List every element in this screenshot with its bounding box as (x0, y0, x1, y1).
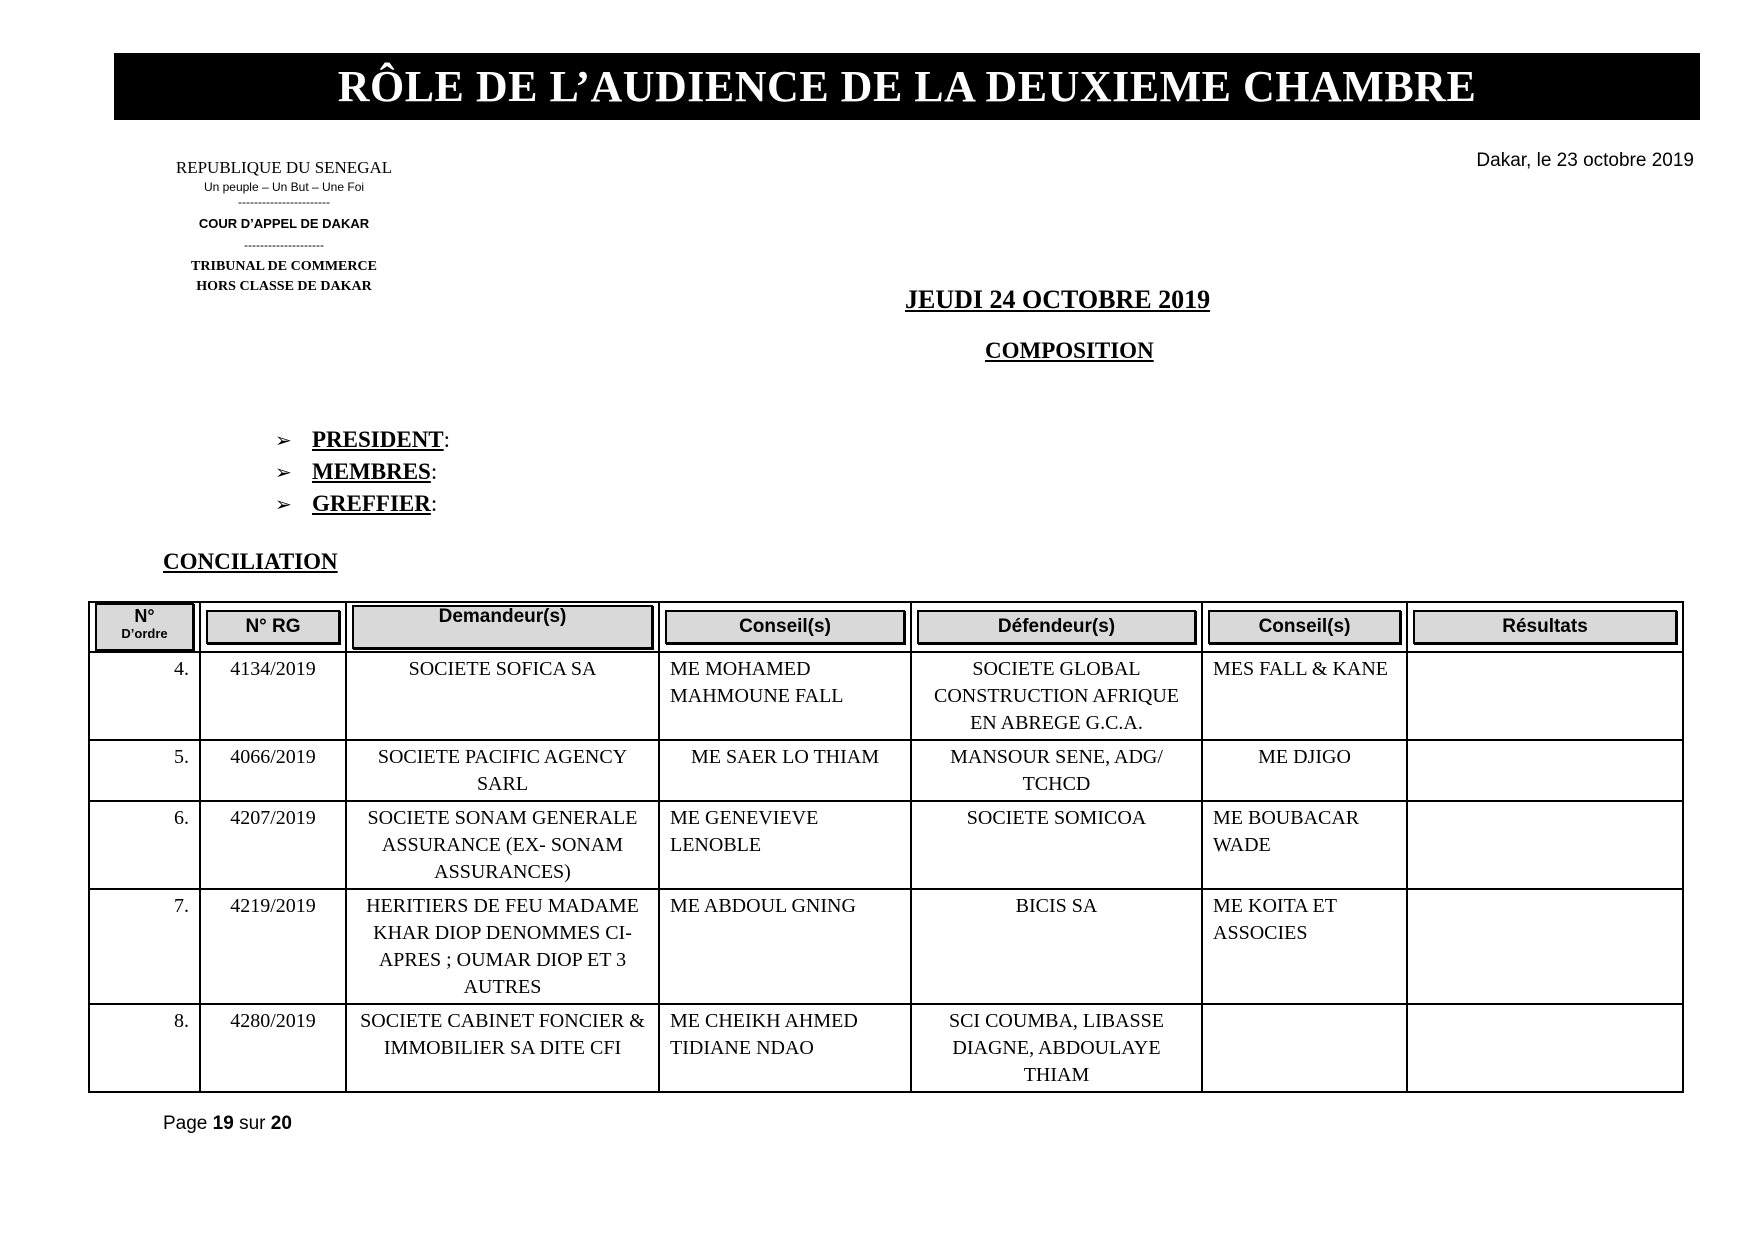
composition-title: COMPOSITION (985, 338, 1154, 363)
header-box: Résultats (1413, 610, 1677, 644)
cell-plaintiff-counsel: ME GENEVIEVE LENOBLE (659, 801, 911, 889)
table-header-row (89, 602, 1683, 652)
header-box: Conseil(s) (665, 610, 905, 644)
composition-label: PRESIDENT (312, 427, 444, 452)
page-number (163, 1113, 292, 1135)
cell-plaintiff: SOCIETE CABINET FONCIER & IMMOBILIER SA DITE CFI (346, 1004, 659, 1092)
issuer-court: COUR D’APPEL DE DAKAR (198, 216, 370, 231)
page-current: 19 (212, 1113, 234, 1134)
cell-rg: 4207/2019 (200, 801, 346, 889)
cell-defendant-counsel: ME DJIGO (1202, 740, 1407, 801)
table-row (89, 1004, 1683, 1092)
header-order (89, 602, 200, 652)
header-order-line-1: N° (134, 606, 155, 626)
cell-result (1407, 652, 1683, 740)
issuer-tribunal-line-1: TRIBUNAL DE COMMERCE (191, 259, 377, 274)
table-row (89, 740, 1683, 801)
issuer-separator: -------------------- (244, 238, 324, 252)
cell-defendant-counsel: MES FALL & KANE (1202, 652, 1407, 740)
header-box: Demandeur(s) (352, 605, 653, 649)
header-order-line-2: D’ordre (121, 626, 168, 641)
issuer-tribunal (150, 257, 418, 297)
cell-plaintiff: HERITIERS DE FEU MADAME KHAR DIOP DENOMMES CI-APRES ; OUMAR DIOP ET 3 AUTRES (346, 889, 659, 1004)
table-row (89, 652, 1683, 740)
cell-plaintiff-counsel: ME ABDOUL GNING (659, 889, 911, 1004)
cell-plaintiff-counsel: ME SAER LO THIAM (659, 740, 911, 801)
cell-order: 8. (89, 1004, 200, 1092)
cell-defendant-counsel: ME BOUBACAR WADE (1202, 801, 1407, 889)
header-box: Conseil(s) (1208, 610, 1401, 644)
hearing-roll-table (88, 601, 1684, 1093)
cell-plaintiff: SOCIETE PACIFIC AGENCY SARL (346, 740, 659, 801)
composition-list (275, 424, 450, 520)
cell-defendant: BICIS SA (911, 889, 1202, 1004)
cell-result (1407, 801, 1683, 889)
cell-order: 7. (89, 889, 200, 1004)
header-results (1407, 602, 1683, 652)
section-title: CONCILIATION (163, 549, 338, 574)
page-prefix: Page (163, 1113, 213, 1134)
cell-rg: 4066/2019 (200, 740, 346, 801)
cell-defendant: SCI COUMBA, LIBASSE DIAGNE, ABDOULAYE THIAM (911, 1004, 1202, 1092)
arrow-bullet-icon: ➢ (275, 460, 292, 484)
issuer-motto: Un peuple – Un But – Une Foi (203, 180, 365, 194)
arrow-bullet-icon: ➢ (275, 492, 292, 516)
composition-item-greffier (275, 488, 450, 520)
cell-defendant: SOCIETE SOMICOA (911, 801, 1202, 889)
issuer-tribunal-line-2: HORS CLASSE DE DAKAR (196, 279, 372, 294)
cell-plaintiff: SOCIETE SOFICA SA (346, 652, 659, 740)
composition-suffix: : (443, 427, 451, 452)
page-total: 20 (270, 1113, 292, 1134)
table-row (89, 889, 1683, 1004)
header-box: Défendeur(s) (917, 610, 1196, 644)
header-rg (200, 602, 346, 652)
header-box: N° RG (206, 610, 340, 644)
header-defendant (911, 602, 1202, 652)
arrow-bullet-icon: ➢ (275, 428, 292, 452)
cell-result (1407, 1004, 1683, 1092)
composition-suffix: : (430, 491, 438, 516)
cell-plaintiff-counsel: ME MOHAMED MAHMOUNE FALL (659, 652, 911, 740)
composition-item-president (275, 424, 450, 456)
cell-plaintiff-counsel: ME CHEIKH AHMED TIDIANE NDAO (659, 1004, 911, 1092)
header-plaintiff (346, 602, 659, 652)
page-middle: sur (233, 1113, 271, 1134)
cell-plaintiff: SOCIETE SONAM GENERALE ASSURANCE (EX- SONAM ASSURANCES) (346, 801, 659, 889)
place-date: Dakar, le 23 octobre 2019 (1476, 150, 1694, 171)
hearing-date: JEUDI 24 OCTOBRE 2019 (905, 285, 1211, 314)
cell-rg: 4280/2019 (200, 1004, 346, 1092)
composition-suffix: : (430, 459, 438, 484)
cell-result (1407, 889, 1683, 1004)
cell-rg: 4134/2019 (200, 652, 346, 740)
composition-label: GREFFIER (312, 491, 431, 516)
cell-rg: 4219/2019 (200, 889, 346, 1004)
header-box (95, 603, 194, 651)
composition-item-membres (275, 456, 450, 488)
cell-order: 4. (89, 652, 200, 740)
composition-label: MEMBRES (312, 459, 431, 484)
header-plaintiff-counsel (659, 602, 911, 652)
cell-order: 5. (89, 740, 200, 801)
cell-defendant-counsel: ME KOITA ET ASSOCIES (1202, 889, 1407, 1004)
document-banner-title: RÔLE DE L’AUDIENCE DE LA DEUXIEME CHAMBRE (114, 53, 1700, 120)
table-row (89, 801, 1683, 889)
header-defendant-counsel (1202, 602, 1407, 652)
issuer-separator: ----------------------- (238, 195, 330, 209)
issuer-block (150, 158, 418, 297)
cell-order: 6. (89, 801, 200, 889)
cell-result (1407, 740, 1683, 801)
cell-defendant-counsel (1202, 1004, 1407, 1092)
cell-defendant: MANSOUR SENE, ADG/ TCHCD (911, 740, 1202, 801)
issuer-country: REPUBLIQUE DU SENEGAL (175, 158, 393, 177)
cell-defendant: SOCIETE GLOBAL CONSTRUCTION AFRIQUE EN ABREGE G.C.A. (911, 652, 1202, 740)
